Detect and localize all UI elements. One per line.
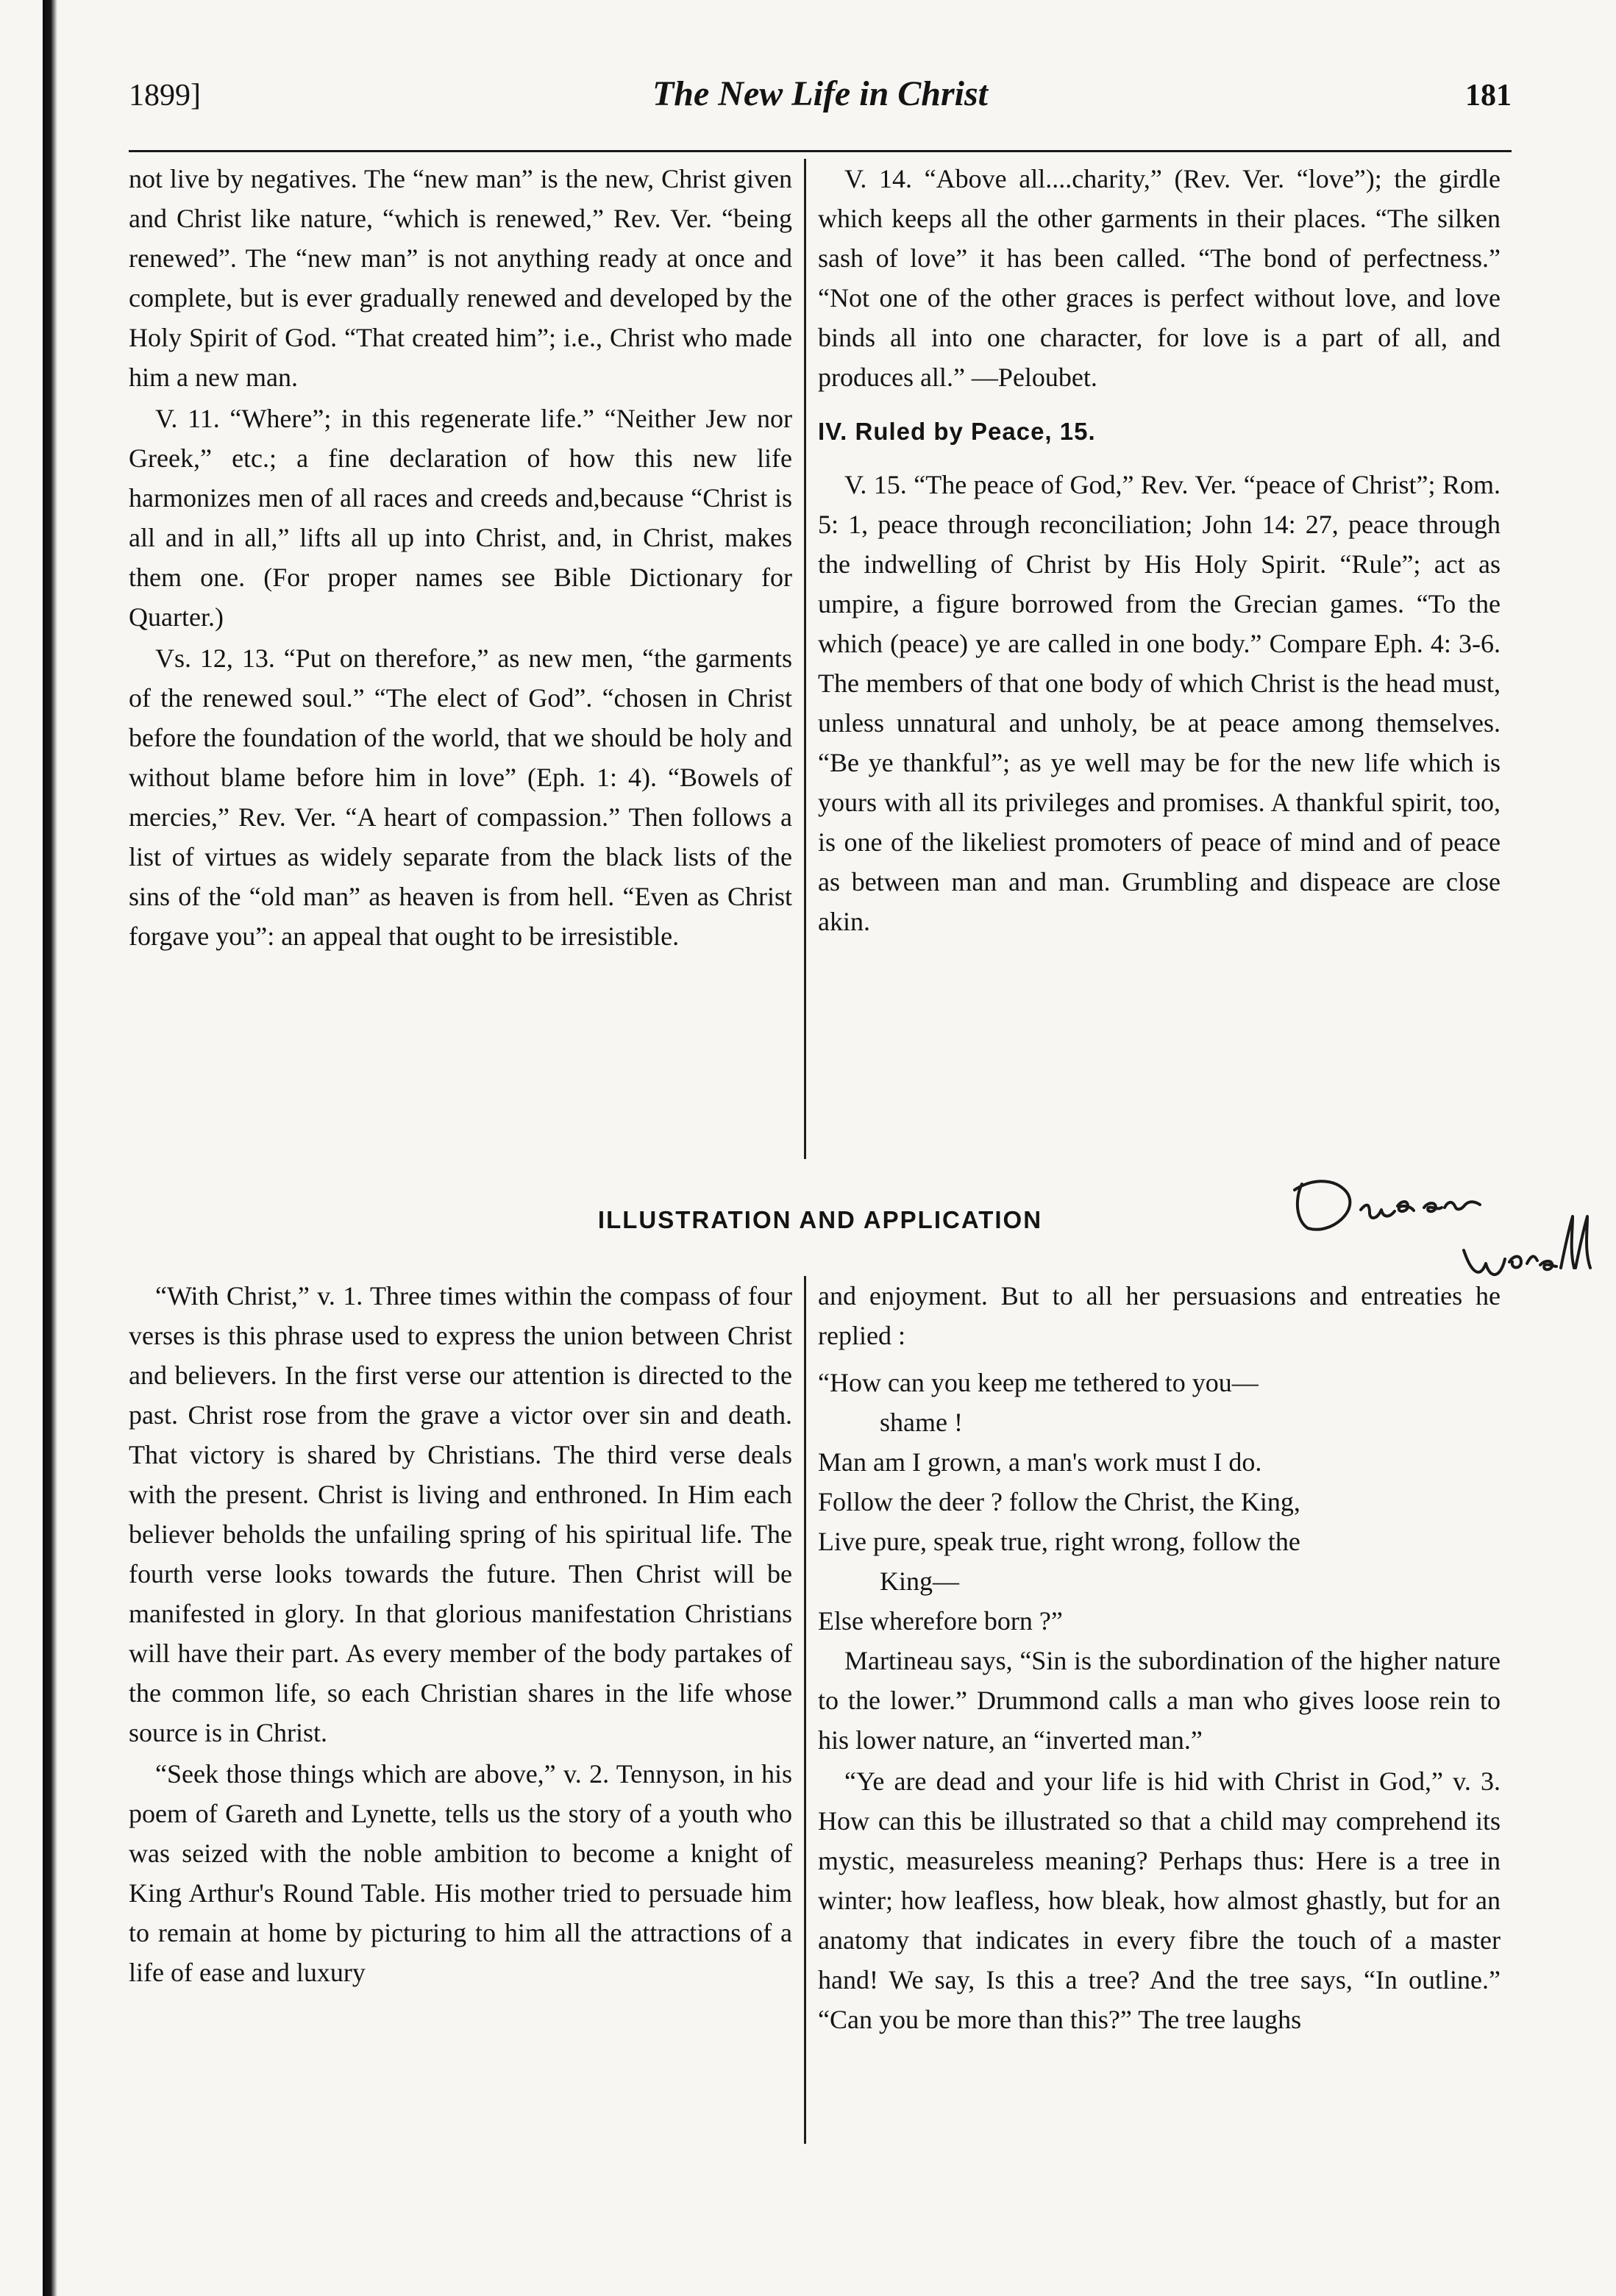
column-divider-top [804,159,806,1159]
page-binding-edge [43,0,57,2296]
section-heading: ILLUSTRATION AND APPLICATION [597,1206,1043,1233]
page-number: 181 [1465,79,1512,113]
paragraph: V. 11. “Where”; in this regenerate life.” “Neither Jew nor Greek,” etc.; a fine declaration of how this new life harmonizes men of all races and creeds and,because “Christ is all and in all,” lifts all up into Christ, and, in Christ, makes them one. (For proper names see Bible Dictionary for Quarter.) [129,404,792,632]
header-rule [129,150,1512,152]
header-title: The New Life in Christ [652,74,989,113]
poem-quotation [818,1363,1501,1641]
paragraph: “Ye are dead and your life is hid with Christ in God,” v. 3. How can this be illustrated so that a child may comprehend its mystic, measureless meaning? Perhaps thus: Here is a tree in winter; how leafless, how bleak, how almost ghastly, but for an anatomy that indicates in every fibre the touch of a master hand! We say, Is this a tree? And the tree says, “In outline.” “Can you be more than this?” The tree laughs [818,1766,1501,2034]
running-header [129,74,1512,125]
paragraph: not live by negatives. The “new man” is the new, Christ given and Christ like nature, “which is renewed,” Rev. Ver. “being renewed”. The “new man” is not anything ready at once and complete, but is ever gradually renewed and developed by the Holy Spirit of God. “That created him”; i.e., Christ who made him a new man. [129,164,792,392]
paragraph: and enjoyment. But to all her persuasions and entreaties he replied : [818,1281,1501,1350]
paragraph: Martineau says, “Sin is the subordination of the higher nature to the lower.” Drummond calls a man who gives loose rein to his lower nature, an “inverted man.” [818,1646,1501,1755]
paragraph: “With Christ,” v. 1. Three times within the compass of four verses is this phrase used to express the union between Christ and believers. In the first verse our attention is directed to the past. Christ rose from the grave a victor over sin and death. That victory is shared by Christians. The third verse deals with the present. Christ is living and enthroned. In Him each believer beholds the unfailing spring of his spiritual life. The fourth verse looks towards the future. Then Christ will be manifested in glory. In that glorious manifestation Christians will have their part. As every member of the body partakes of the common life, so each Christian shares in the life whose source is in Christ. [129,1281,792,1747]
header-year: 1899] [129,79,201,113]
illustration-left-column [129,1276,792,1992]
poem-line: Else wherefore born ?” [818,1606,1063,1636]
commentary-right-column [818,159,1501,941]
commentary-left-column [129,159,792,956]
poem-line: “How can you keep me tethered to you— [818,1368,1259,1397]
illustration-right-column [818,1276,1501,2039]
poem-line: Man am I grown, a man's work must I do. [818,1447,1262,1477]
column-divider-bottom [804,1276,806,2144]
poem-line: King— [880,1566,959,1596]
paragraph: “Seek those things which are above,” v. 2. Tennyson, in his poem of Gareth and Lynette, tells us the story of a youth who was seized with the noble ambition to become a knight of King Arthur's Round Table. His mother tried to persuade him to remain at home by picturing to him all the attractions of a life of ease and luxury [129,1759,792,1987]
paragraph: V. 15. “The peace of God,” Rev. Ver. “peace of Christ”; Rom. 5: 1, peace through reconciliation; John 14: 27, peace through the indwelling of Christ by His Holy Spirit. “Rule”; act as umpire, a figure borrowed from the Grecian games. “To the which (peace) ye are called in one body.” Compare Eph. 4: 3-6. The members of that one body of which Christ is the head must, unless unnatural and unholy, be at peace among themselves. “Be ye thankful”; as ye well may be for the new life which is yours with all its privileges and promises. A thankful spirit, too, is one of the likeliest promoters of peace of mind and of peace as between man and man. Grumbling and dispeace are close akin. [818,470,1501,936]
paragraph: Vs. 12, 13. “Put on therefore,” as new men, “the garments of the renewed soul.” “The elect of God”. “chosen in Christ before the foundation of the world, that we should be holy and without blame before him in love” (Eph. 1: 4). “Bowels of mercies,” Rev. Ver. “A heart of compassion.” Then follows a list of virtues as widely separate from the black lists of the sins of the “old man” as heaven is from hell. “Even as Christ forgave you”: an appeal that ought to be irresistible. [129,643,792,951]
paragraph: V. 14. “Above all....charity,” (Rev. Ver. “love”); the girdle which keeps all the other garments in their places. “The silken sash of love” it has been called. “The bond of perfectness.” “Not one of the other graces is perfect without love, and love binds all into one character, for love is a part of all, and produces all.” —Peloubet. [818,164,1501,392]
subheading-ruled-by-peace: IV. Ruled by Peace, 15. [818,418,1096,445]
poem-line: shame ! [880,1408,963,1437]
poem-line: Follow the deer ? follow the Christ, the King, [818,1487,1300,1516]
poem-line: Live pure, speak true, right wrong, follow the [818,1527,1300,1556]
